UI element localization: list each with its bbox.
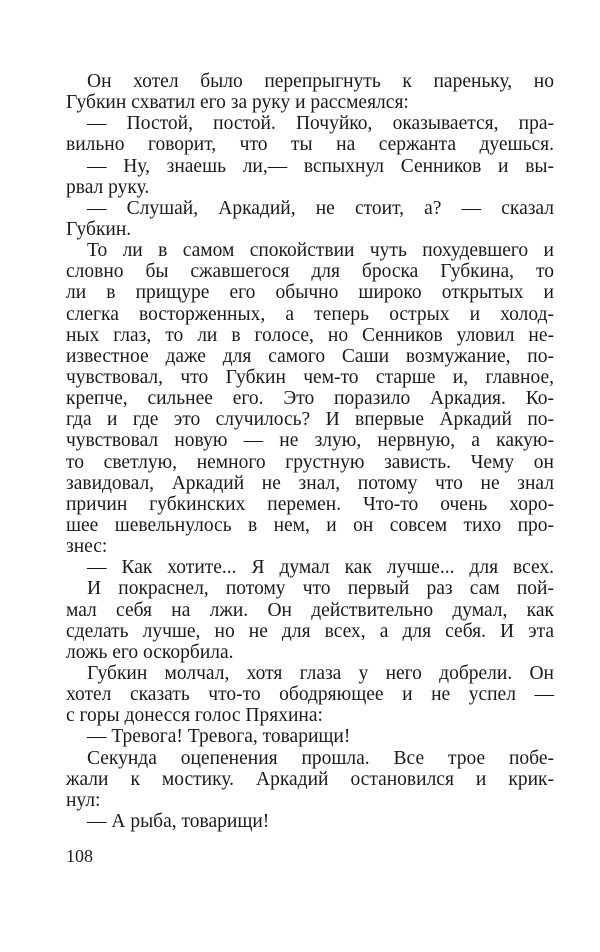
text-line: нул: bbox=[66, 789, 101, 811]
text-line: знес: bbox=[66, 536, 108, 558]
text-line: шее шевельнулось в нем, и он совсем тихо про- bbox=[66, 514, 554, 536]
text-line: хотел сказать что-то ободряющее и не успел — bbox=[66, 684, 554, 706]
text-line: Губкин. bbox=[66, 218, 132, 240]
text-line: то светлую, немного грустную зависть. Чему он bbox=[66, 451, 554, 473]
text-line: рвал руку. bbox=[66, 176, 150, 198]
text-line: известное даже для самого Саши возмужание, по- bbox=[66, 345, 554, 367]
text-line: завидовал, Аркадий не знал, потому что не знал bbox=[66, 472, 554, 494]
text-line: — Слушай, Аркадий, не стоит, а? — сказал bbox=[87, 197, 554, 219]
text-line: — Постой, постой. Почуйко, оказывается, пра- bbox=[87, 113, 554, 135]
text-line: мал себя на лжи. Он действительно думал, как bbox=[66, 599, 554, 621]
text-line: причин губкинских перемен. Что-то очень хоро- bbox=[66, 493, 554, 515]
text-line: Губкин молчал, хотя глаза у него добрели. Он bbox=[87, 662, 554, 684]
text-line: То ли в самом спокойствии чуть похудевшего и bbox=[87, 240, 554, 262]
text-line: словно бы сжавшегося для броска Губкина, то bbox=[66, 261, 554, 283]
text-line: — Как хотите... Я думал как лучше... для всех. bbox=[87, 557, 554, 579]
text-line: — Ну, знаешь ли,— вспыхнул Сенников и вы- bbox=[87, 155, 554, 177]
page-number: 108 bbox=[66, 846, 93, 866]
text-line: ли в прищуре его обычно широко открытых и bbox=[66, 282, 554, 304]
text-line: И покраснел, потому что первый раз сам пой- bbox=[87, 578, 554, 600]
text-line: ных глаз, то ли в голосе, но Сенников уловил не- bbox=[66, 324, 554, 346]
page-body-text bbox=[66, 71, 554, 832]
text-line: сделать лучше, но не для всех, а для себя. И эта bbox=[66, 620, 554, 642]
text-line: Губкин схватил его за руку и рассмеялся: bbox=[66, 92, 409, 114]
text-line: с горы донесся голос Пряхина: bbox=[66, 705, 323, 727]
text-line: Секунда оцепенения прошла. Все трое побе- bbox=[87, 747, 554, 769]
text-line: чувствовал, что Губкин чем-то старше и, главное, bbox=[66, 366, 554, 388]
text-line: жали к мостику. Аркадий остановился и крик- bbox=[66, 768, 554, 790]
text-line: Он хотел было перепрыгнуть к пареньку, но bbox=[87, 71, 554, 92]
text-line: вильно говорит, что ты на сержанта дуешься. bbox=[66, 134, 554, 156]
text-line: крепче, сильнее его. Это поразило Аркадия. Ко- bbox=[66, 388, 554, 410]
text-line: гда и где это случилось? И впервые Аркадий по- bbox=[66, 409, 554, 431]
text-line: слегка восторженных, а теперь острых и холод- bbox=[66, 303, 554, 325]
text-line: — А рыба, товарищи! bbox=[87, 810, 270, 832]
text-line: чувствовал новую — не злую, нервную, а какую- bbox=[66, 430, 554, 452]
text-line: — Тревога! Тревога, товарищи! bbox=[87, 726, 351, 748]
text-line: ложь его оскорбила. bbox=[66, 641, 234, 663]
